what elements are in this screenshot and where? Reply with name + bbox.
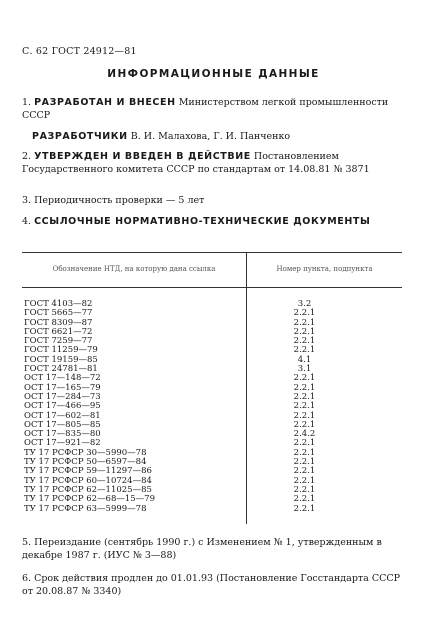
clause-number: 2.2.1	[247, 319, 403, 328]
item-1-heading: РАЗРАБОТАН И ВНЕСЕН	[34, 97, 176, 108]
document-designation: ОСТ 17—165—79	[24, 382, 101, 393]
document-designation: ТУ 17 РСФСР 60—10724—84	[24, 475, 152, 486]
item-4-number: 4.	[22, 216, 32, 227]
item-5: 5. Переиздание (сентябрь 1990 г.) с Изменением № 1, утвержденным в декабре 1987 г. (ИУС № 3—88)	[22, 537, 382, 561]
item-4-heading: ССЫЛОЧНЫЕ НОРМАТИВНО-ТЕХНИЧЕСКИЕ ДОКУМЕНТЫ	[34, 216, 371, 227]
document-designation: ТУ 17 РСФСР 30—5990—78	[24, 447, 147, 458]
document-designation: ТУ 17 РСФСР 59—11297—86	[24, 466, 152, 477]
item-2-heading: УТВЕРЖДЕН И ВВЕДЕН В ДЕЙСТВИЕ	[34, 151, 251, 162]
document-title: ИНФОРМАЦИОННЫЕ ДАННЫЕ	[107, 68, 320, 80]
clause-number: 2.2.1	[247, 449, 403, 458]
column-header-document: Обозначение НТД, на которую дана ссылка	[22, 253, 247, 288]
document-designation: ТУ 17 РСФСР 63—5999—78	[24, 503, 147, 514]
document-designation: ОСТ 17—921—82	[24, 438, 101, 449]
document-designation: ОСТ 17—602—81	[24, 410, 101, 421]
document-designation: ОСТ 17—284—73	[24, 391, 101, 402]
item-1-number: 1.	[22, 97, 32, 108]
document-designation: ГОСТ 8309—87	[24, 317, 93, 328]
item-6: 6. Срок действия продлен до 01.01.93 (Постановление Госстандарта СССР от 20.08.87 № 3340)	[22, 573, 401, 597]
clause-number: 4.1	[247, 356, 403, 365]
clause-number: 2.2.1	[247, 439, 403, 448]
table-header-row	[22, 253, 402, 288]
document-designation: ТУ 17 РСФСР 62—68—15—79	[24, 494, 155, 505]
item-1-text: Министерством легкой промышленности СССР	[22, 97, 389, 121]
document-designation: ГОСТ 11259—79	[24, 345, 98, 356]
clause-number: 2.2.1	[247, 393, 403, 402]
clause-number: 2.2.1	[247, 495, 403, 504]
clause-number: 2.2.1	[247, 328, 403, 337]
clause-number: 2.2.1	[247, 505, 403, 514]
item-4	[22, 215, 402, 228]
document-designation: ГОСТ 6621—72	[24, 326, 93, 337]
clause-number: 2.2.1	[247, 337, 403, 346]
table-row	[22, 505, 402, 514]
clause-number: 3.1	[247, 365, 403, 374]
item-1-developers	[22, 130, 412, 143]
reference-table	[22, 252, 402, 524]
document-designation: ОСТ 17—466—95	[24, 401, 101, 412]
clause-number: 2.2.1	[247, 467, 403, 476]
item-2-text: Постановлением Государственного комитета СССР по стандартам от 14.08.81 № 3871	[22, 151, 370, 175]
clause-number: 2.2.1	[247, 486, 403, 495]
table-bottom-spacer	[22, 514, 402, 524]
document-designation: ГОСТ 7259—77	[24, 336, 93, 347]
item-1	[22, 96, 402, 122]
clause-number: 2.2.1	[247, 402, 403, 411]
document-designation: ГОСТ 19159—85	[24, 354, 98, 365]
clause-number: 2.2.1	[247, 384, 403, 393]
document-designation: ТУ 17 РСФСР 50—6597—84	[24, 457, 147, 468]
page-header: С. 62 ГОСТ 24912—81	[22, 46, 137, 57]
column-header-clause: Номер пункта, подпункта	[247, 253, 403, 288]
clause-number: 2.2.1	[247, 309, 403, 318]
document-designation: ОСТ 17—148—72	[24, 373, 101, 384]
document-designation: ГОСТ 24781—81	[24, 364, 98, 375]
clause-number: 2.4.2	[247, 430, 403, 439]
document-designation: ТУ 17 РСФСР 62—11025—85	[24, 484, 152, 495]
clause-number: 2.2.1	[247, 458, 403, 467]
item-2-number: 2.	[22, 151, 32, 162]
document-designation: ОСТ 17—805—85	[24, 419, 101, 430]
item-3: 3. Периодичность проверки — 5 лет	[22, 195, 205, 206]
clause-number: 2.2.1	[247, 412, 403, 421]
clause-number: 2.2.1	[247, 346, 403, 355]
clause-number: 3.2	[247, 300, 403, 309]
document-designation: ГОСТ 4103—82	[24, 299, 93, 309]
developers-heading: РАЗРАБОТЧИКИ	[32, 131, 128, 142]
document-designation: ОСТ 17—835—80	[24, 429, 101, 440]
clause-number: 2.2.1	[247, 374, 403, 383]
clause-number: 2.2.1	[247, 421, 403, 430]
document-designation: ГОСТ 5665—77	[24, 308, 93, 319]
developers-names: В. И. Малахова, Г. И. Панченко	[130, 131, 291, 142]
clause-number: 2.2.1	[247, 477, 403, 486]
item-2	[22, 150, 402, 176]
